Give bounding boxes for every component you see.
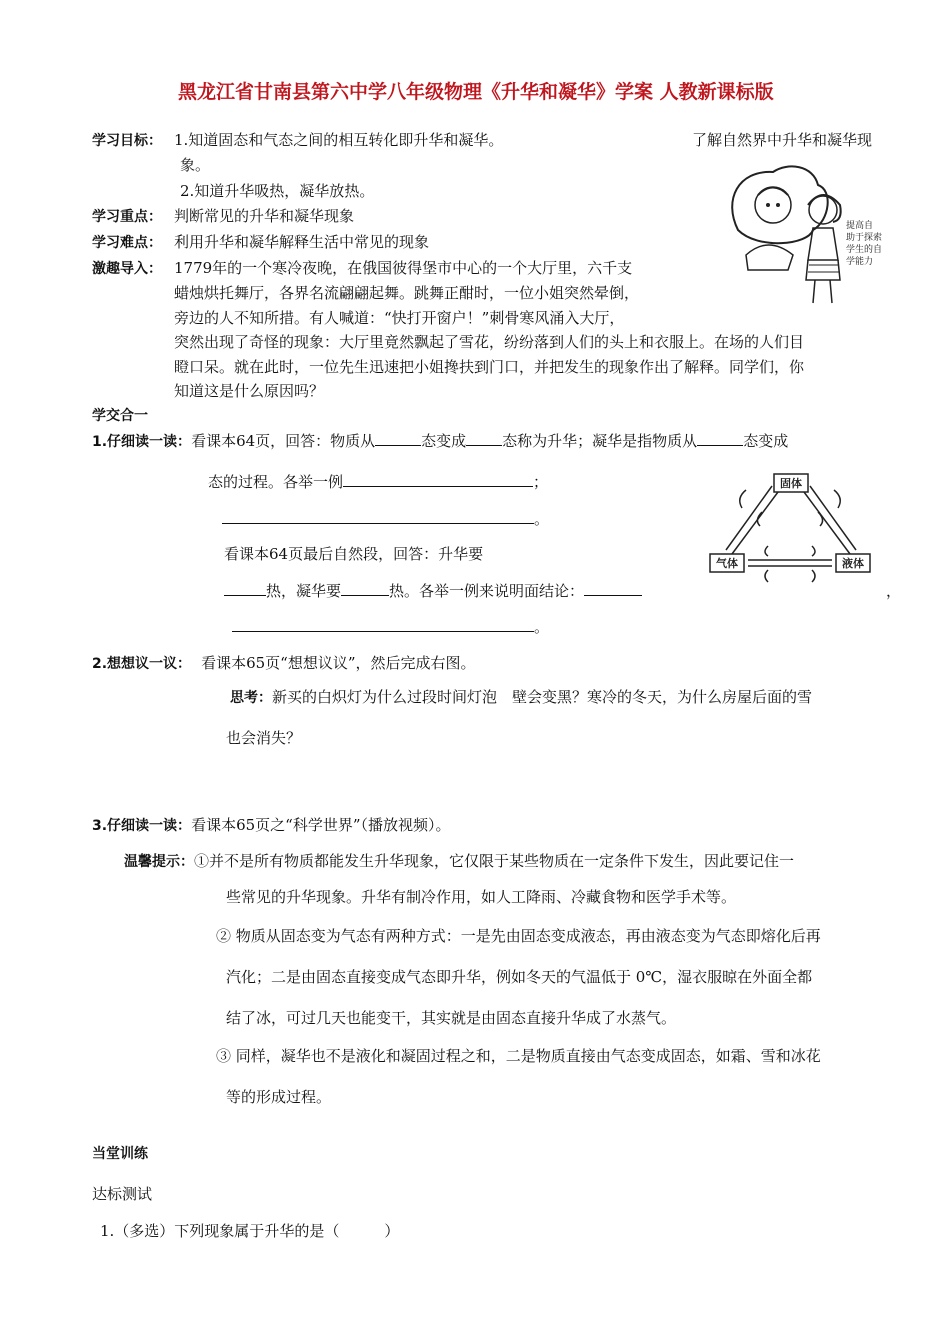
intro-line: 瞪口呆。就在此时，一位先生迅速把小姐搀扶到门口，并把发生的现象作出了解释。同学们，你 [174,358,805,376]
tip-2-line-2: 汽化；二是由固态直接变成气态即升华，例如冬天的气温低于 0℃，湿衣服晾在外面全都 [226,968,813,986]
answer-blank[interactable] [584,581,642,596]
tip-2-line-3: 结了冰，可过几天也能变干，其实就是由固态直接升华成了水蒸气。 [226,1009,677,1027]
objective-1: 1.知道固态和气态之间的相互转化即升华和凝华。 [174,131,504,149]
cartoon-caption-line: 助于探索 [846,233,883,243]
practice-question-1: 1.（多选）下列现象属于升华的是（ ） [100,1222,400,1240]
question-2-text: 看课本65页“想想议议”，然后完成右图。 [201,654,476,672]
question-1 [92,430,788,451]
question-1-line6: 。 [232,616,549,637]
objective-2: 2.知道升华吸热，凝华放热。 [180,182,375,200]
cartoon-illustration [718,160,888,310]
arrow-solid-to-gas [726,486,772,550]
question-2-label: 2.想想议一议： [92,656,192,672]
answer-blank[interactable] [697,431,743,446]
tip-1-line-1: 温馨提示：①并不是所有物质都能发生升华现象，它仅限于某些物质在一定条件下发生，因此要记住一 [124,852,795,870]
tip-3-line-2: 等的形成过程。 [226,1088,332,1106]
question-3 [92,814,451,835]
difficulty-text: 利用升华和凝华解释生活中常见的现象 [174,233,430,251]
answer-blank[interactable] [224,581,266,596]
question-3-label: 3.仔细读一读： [92,818,192,834]
intro-line: 1779年的一个寒冷夜晚，在俄国彼得堡市中心的一个大厅里，六千支 [174,259,633,277]
tip-2-line-1: ② 物质从固态变为气态有两种方式：一是先由固态变成液态，再由液态变为气态即熔化后再 [216,927,821,945]
cartoon-caption-line: 提高自 [846,221,874,231]
answer-blank[interactable] [232,617,534,632]
practice-subtitle: 达标测试 [92,1185,153,1203]
arrow-gas-to-solid [732,492,778,554]
answer-blank[interactable] [343,472,533,487]
arrow-liquid-to-solid [804,492,850,554]
question-1-text: 看课本64页，回答：物质从 [191,432,376,450]
objective-1-cont: 象。 [180,156,211,174]
arrow-solid-to-liquid [810,486,856,550]
state-change-diagram [706,470,876,590]
tip-1-line-2: 些常见的升华现象。升华有制冷作用，如人工降雨、冷藏食物和医学手术等。 [226,888,737,906]
answer-blank[interactable] [375,431,421,446]
question-1-text: 态称为升华；凝华是指物质从 [502,432,698,450]
intro-line: 知道这是什么原因吗？ [174,382,325,400]
tip-3-line-1: ③ 同样，凝华也不是液化和凝固过程之和，二是物质直接由气态变成固态，如霜、雪和冰花 [216,1047,821,1065]
objective-1-right: 了解自然界中升华和凝华现 [692,131,873,149]
question-1-line3: 。 [222,508,549,529]
practice-title: 当堂训练 [92,1146,148,1162]
question-1-line4: 看课本64页最后自然段，回答：升华要 [224,545,484,563]
question-1-label: 1.仔细读一读： [92,434,192,450]
question-1-line5: 热，凝华要 热。各举一例来说明面结论： [224,580,642,601]
section-title: 学交合一 [92,408,148,424]
intro-line: 旁边的人不知所措。有人喊道：“快打开窗户！”刺骨寒风涌入大厅， [174,309,625,327]
question-1-line2: 态的过程。各举一例 ； [208,473,549,491]
intro-line: 蜡烛烘托舞厅，各界名流翩翩起舞。跳舞正酣时，一位小姐突然晕倒， [174,284,640,302]
question-3-text: 看课本65页之“科学世界”（播放视频）。 [191,816,451,834]
difficulty-label: 学习难点： [92,235,162,251]
think-line-2: 也会消失？ [226,729,302,747]
question-2 [92,652,476,673]
think-line-1: 思考：新买的白炽灯为什么过段时间灯泡 壁会变黑？寒冷的冬天，为什么房屋后面的雪 [230,688,813,706]
answer-blank[interactable] [466,431,502,446]
question-1-comma: ， [886,582,902,600]
answer-blank[interactable] [341,581,389,596]
page-title: 黑龙江省甘南县第六中学八年级物理《升华和凝华》学案 人教新课标版 [178,81,774,103]
focus-text: 判断常见的升华和凝华现象 [174,207,355,225]
gas-label: 气体 [716,557,738,570]
question-1-text: 态变成 [421,432,467,450]
focus-label: 学习重点： [92,209,162,225]
liquid-label: 液体 [842,557,864,570]
solid-label: 固体 [780,477,802,490]
tips-label: 温馨提示： [124,854,194,870]
think-label: 思考： [230,690,272,706]
cartoon-caption-line: 学能力 [846,257,874,267]
intro-label: 激趣导入： [92,261,162,277]
question-1-text: 态变成 [743,432,789,450]
cartoon-caption-line: 学生的自 [846,245,883,255]
intro-line: 突然出现了奇怪的现象：大厅里竟然飘起了雪花，纷纷落到人们的头上和衣服上。在场的人们目 [174,333,805,351]
objectives-label: 学习目标： [92,133,162,149]
answer-blank[interactable] [222,509,534,524]
